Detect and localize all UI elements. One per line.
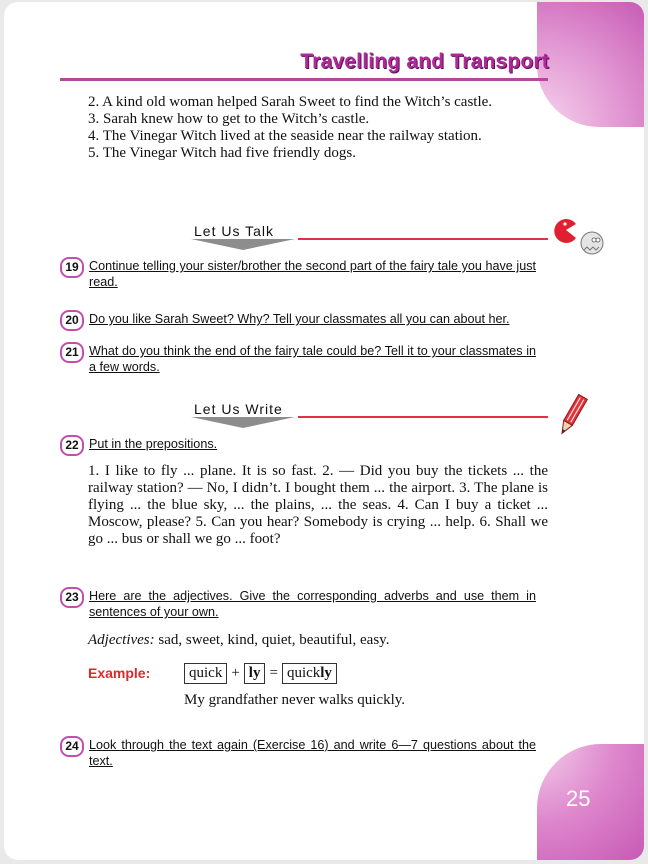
exercise-number: 22 xyxy=(60,435,84,456)
exercise-instruction: Continue telling your sister/brother the second part of the fairy tale you have just read. xyxy=(89,259,536,289)
list-item: 2. A kind old woman helped Sarah Sweet to find the Witch’s castle. xyxy=(88,94,493,110)
corner-decoration-top xyxy=(537,2,644,127)
exercise-21 xyxy=(60,343,536,375)
result-word-box: quickly xyxy=(282,663,337,684)
corner-decoration-bottom xyxy=(537,744,644,860)
exercise-number: 20 xyxy=(60,310,84,331)
exercise-19 xyxy=(60,258,536,290)
exercise-number: 19 xyxy=(60,257,84,278)
exercise-20 xyxy=(60,311,536,327)
list-item: 4. The Vinegar Witch lived at the seaside near the railway station. xyxy=(88,128,482,144)
exercise-number: 21 xyxy=(60,342,84,363)
plus-sign: + xyxy=(231,665,240,681)
heading-rule xyxy=(298,416,548,418)
exercise-instruction: Put in the prepositions. xyxy=(89,437,218,451)
adjectives-line xyxy=(88,632,389,649)
title-underline xyxy=(60,78,548,81)
exercise-23 xyxy=(60,588,536,620)
example-formula xyxy=(184,663,337,684)
section-heading-talk: Let Us Talk xyxy=(194,223,274,239)
exercise-24 xyxy=(60,737,536,769)
page-title: Travelling and Transport xyxy=(300,50,549,73)
pacman-icon xyxy=(552,216,608,258)
equals-sign: = xyxy=(269,665,278,681)
exercise-number: 24 xyxy=(60,736,84,757)
prepositions-paragraph: 1. I like to fly ... plane. It is so fast. 2. — Did you buy the tickets ... the railway station? — No, I didn’t. I bought them ... the airport. 3. The plane is flying ... the blue sky, ... the plains, ... the seas. 4. Can I buy a ticket ... Moscow, please? 5. Can you hear? Somebody is crying ... help. 6. Shall we go ... bus or shall we go ... foot? xyxy=(88,463,548,547)
statement-list xyxy=(88,94,548,162)
exercise-instruction: What do you think the end of the fairy tale could be? Tell it to your classmates in a few words. xyxy=(89,344,536,374)
heading-arrow-icon xyxy=(191,417,295,428)
example-sentence: My grandfather never walks quickly. xyxy=(184,692,406,708)
textbook-page xyxy=(4,2,644,860)
exercise-instruction: Do you like Sarah Sweet? Why? Tell your classmates all you can about her. xyxy=(89,312,510,326)
exercise-instruction: Look through the text again (Exercise 16) and write 6—7 questions about the text. xyxy=(89,738,536,768)
exercise-instruction: Here are the adjectives. Give the corresponding adverbs and use them in sentences of your own. xyxy=(89,589,536,619)
adjectives-label: Adjectives: xyxy=(88,632,155,648)
list-item: 5. The Vinegar Witch had five friendly dogs. xyxy=(88,145,357,161)
adjectives-list: sad, sweet, kind, quiet, beautiful, easy. xyxy=(158,632,390,648)
section-heading-write: Let Us Write xyxy=(194,401,283,417)
base-word-box: quick xyxy=(184,663,227,684)
exercise-number: 23 xyxy=(60,587,84,608)
page-number: 25 xyxy=(566,786,591,811)
heading-arrow-icon xyxy=(191,239,295,250)
pencil-icon xyxy=(556,392,588,440)
example-label: Example: xyxy=(88,665,151,681)
heading-rule xyxy=(298,238,548,240)
exercise-22 xyxy=(60,436,536,452)
suffix-box: ly xyxy=(244,663,266,684)
list-item: 3. Sarah knew how to get to the Witch’s castle. xyxy=(88,111,370,127)
